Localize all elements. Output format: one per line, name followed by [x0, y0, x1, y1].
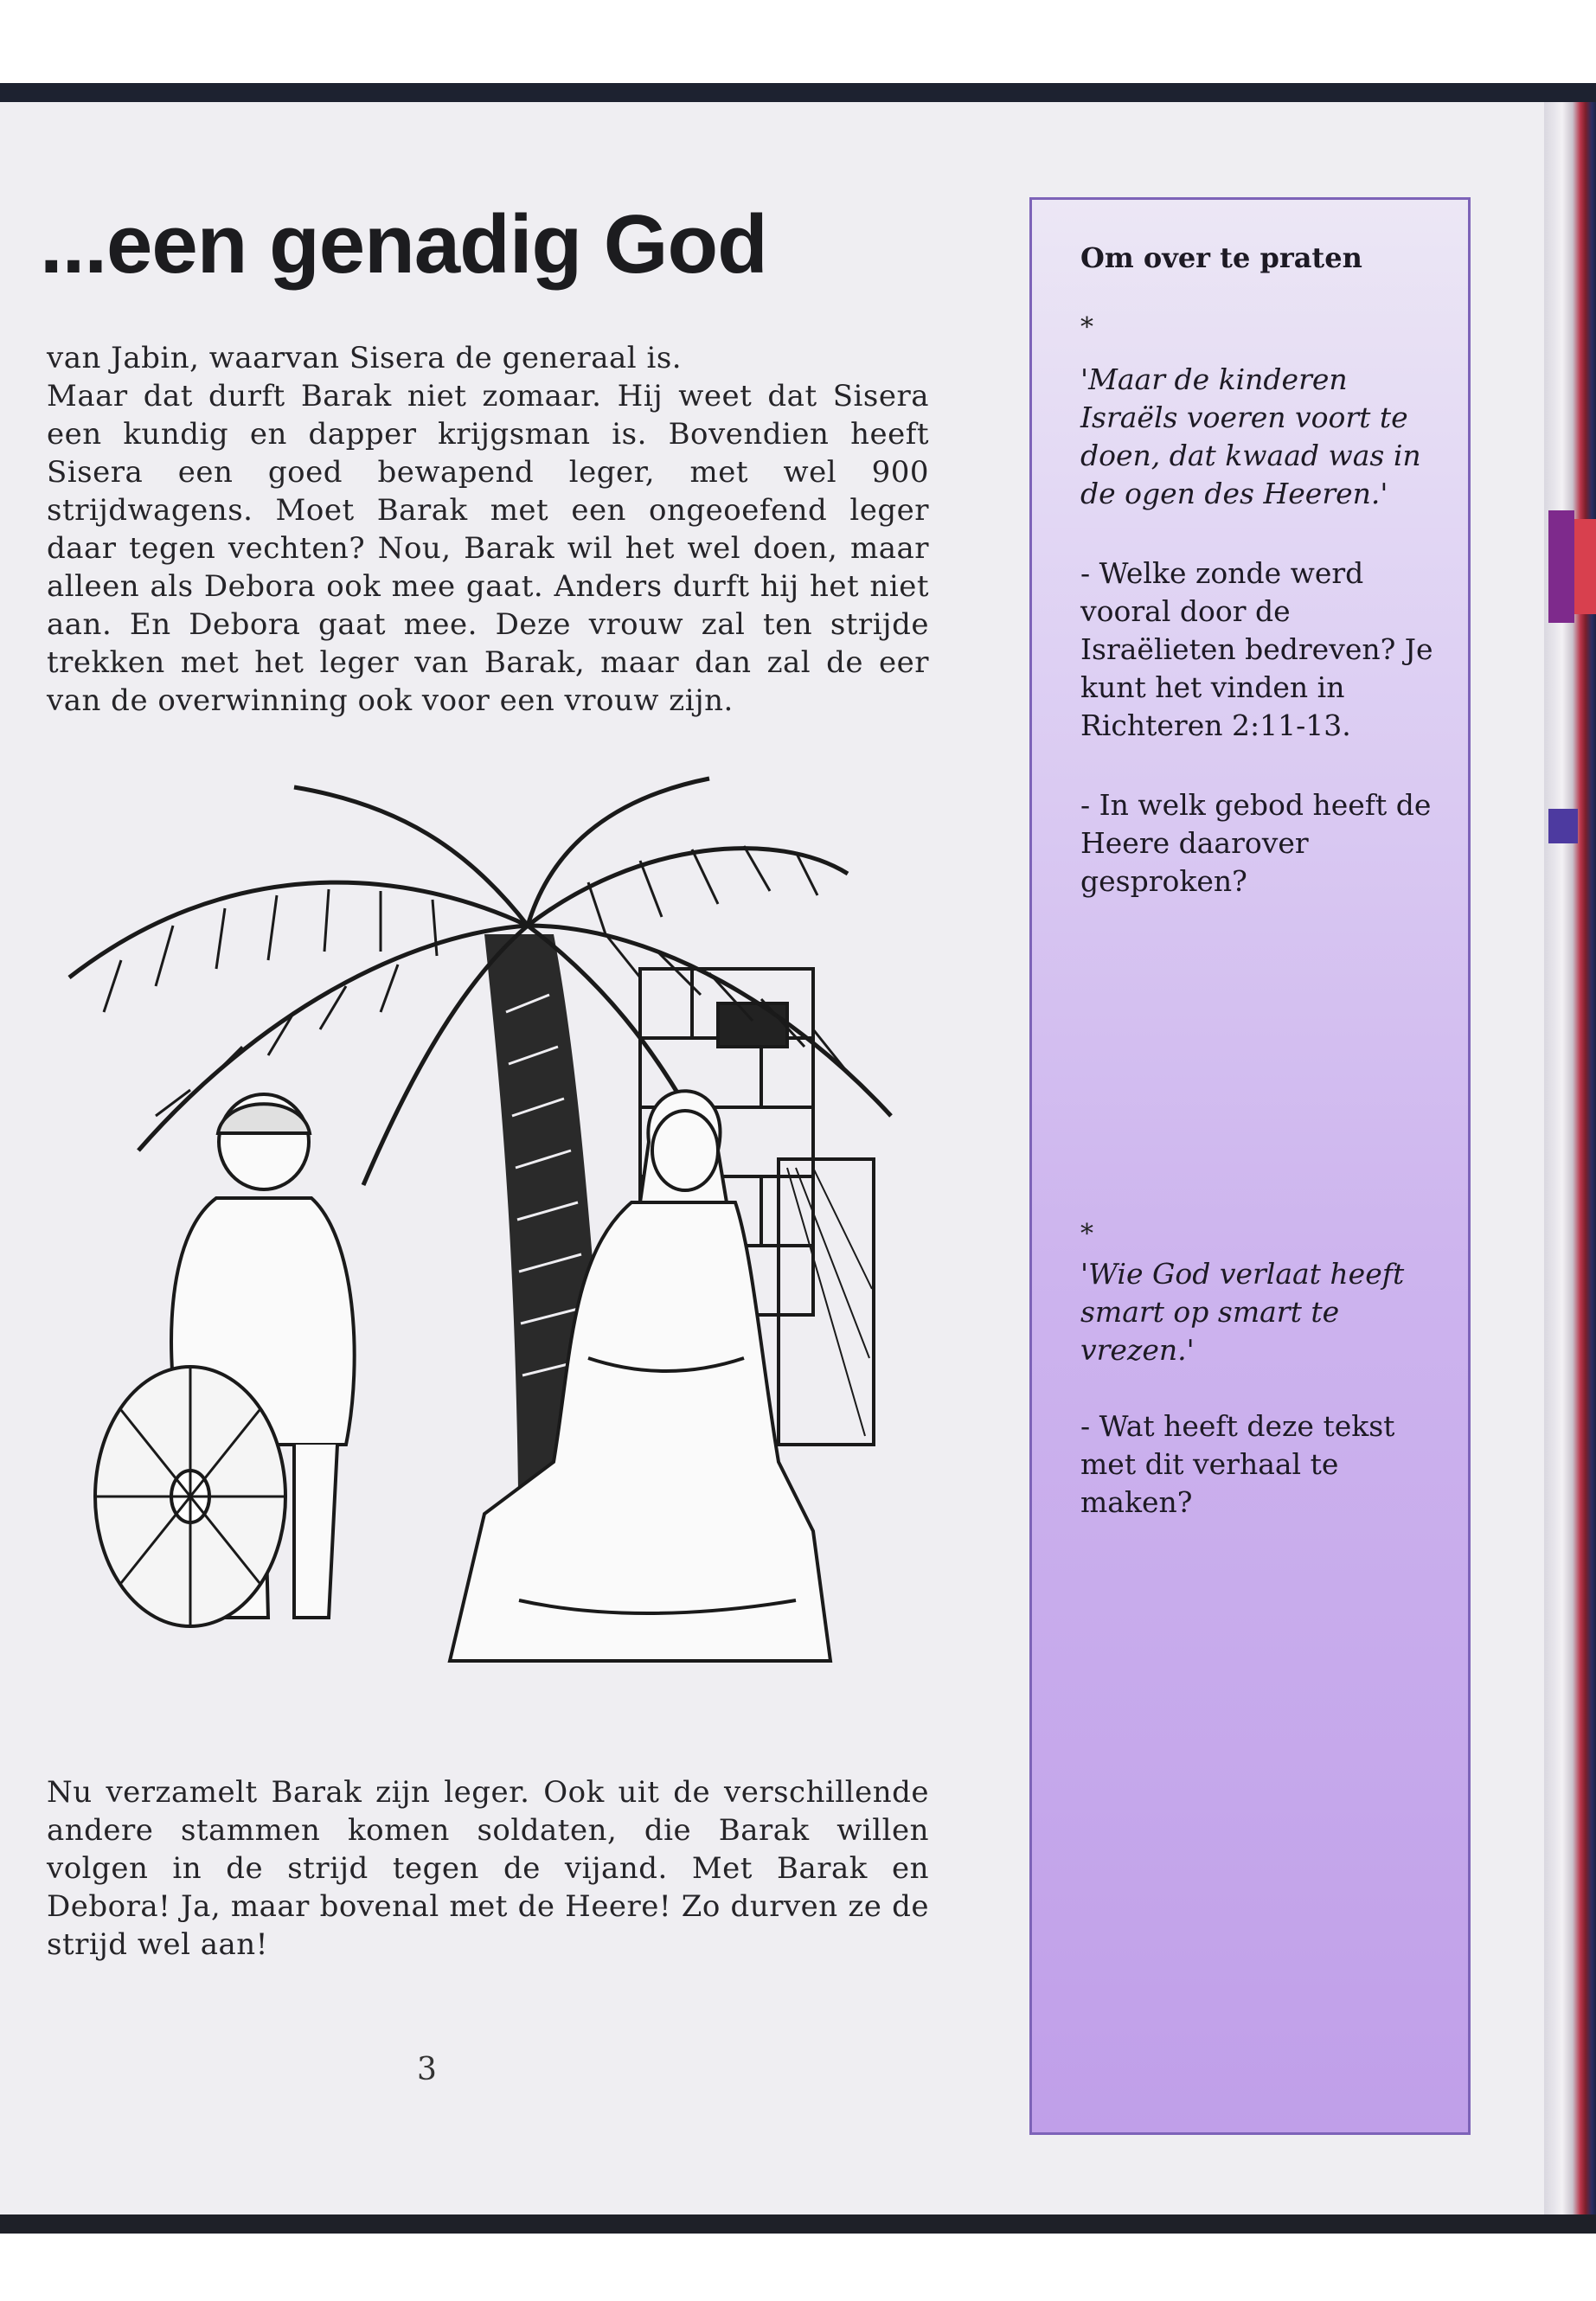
- sidebar-question: - Wat heeft deze tekst met dit verhaal te maken?: [1080, 1409, 1395, 1519]
- intro-line: van Jabin, waarvan Sisera de generaal is.: [47, 341, 683, 375]
- sidebar-quote: 'Maar de kinderen Israëls voeren voort te doen, dat kwaad was in de ogen des Heeren.': [1080, 362, 1421, 510]
- book-spine: [1544, 102, 1596, 2217]
- index-tab-upper-accent: [1574, 519, 1596, 614]
- discussion-sidebar: [1029, 197, 1471, 2135]
- page-heading: ...een genadig God: [40, 198, 767, 291]
- index-tab-upper: [1548, 510, 1574, 623]
- sidebar-question: - Welke zonde werd vooral door de Israëlieten bedreven? Je kunt het vinden in Richteren 2:11-13.: [1080, 556, 1433, 742]
- closing-paragraph: Nu verzamelt Barak zijn leger. Ook uit de verschillende andere stammen komen soldaten, die Barak willen volgen in de strijd tegen de vijand. Met Barak en Debora! Ja, maar bovenal met de Heere! Zo durven ze de strijd wel aan!: [47, 1775, 929, 1962]
- sidebar-title: Om over te praten: [1080, 241, 1362, 274]
- scan-bottom-band: [0, 2214, 1596, 2234]
- sidebar-star: *: [1080, 312, 1093, 343]
- sidebar-question: - In welk gebod heeft de Heere daarover gesproken?: [1080, 788, 1432, 898]
- sidebar-quote: 'Wie God verlaat heeft smart op smart te vrezen.': [1080, 1257, 1405, 1367]
- index-tab-lower: [1548, 809, 1578, 843]
- barak-debora-illustration: [35, 753, 952, 1721]
- page-number: 3: [417, 2052, 437, 2087]
- sidebar-star: *: [1080, 1219, 1093, 1249]
- story-paragraph: Maar dat durft Barak niet zomaar. Hij weet dat Sisera een kundig en dapper krijgsman is. Bovendien heeft Sisera een goed bewapend leger, met wel 900 strijdwagens. Moet Barak met een ongeoefend leger daar tegen vechten? Nou, Barak wil het wel doen, maar alleen als Debora ook mee gaat. Anders durft hij het niet aan. En Debora gaat mee. Deze vrouw zal ten strijde trekken met het leger van Barak, maar dan zal de eer van de overwinning ook voor een vrouw zijn.: [47, 379, 929, 718]
